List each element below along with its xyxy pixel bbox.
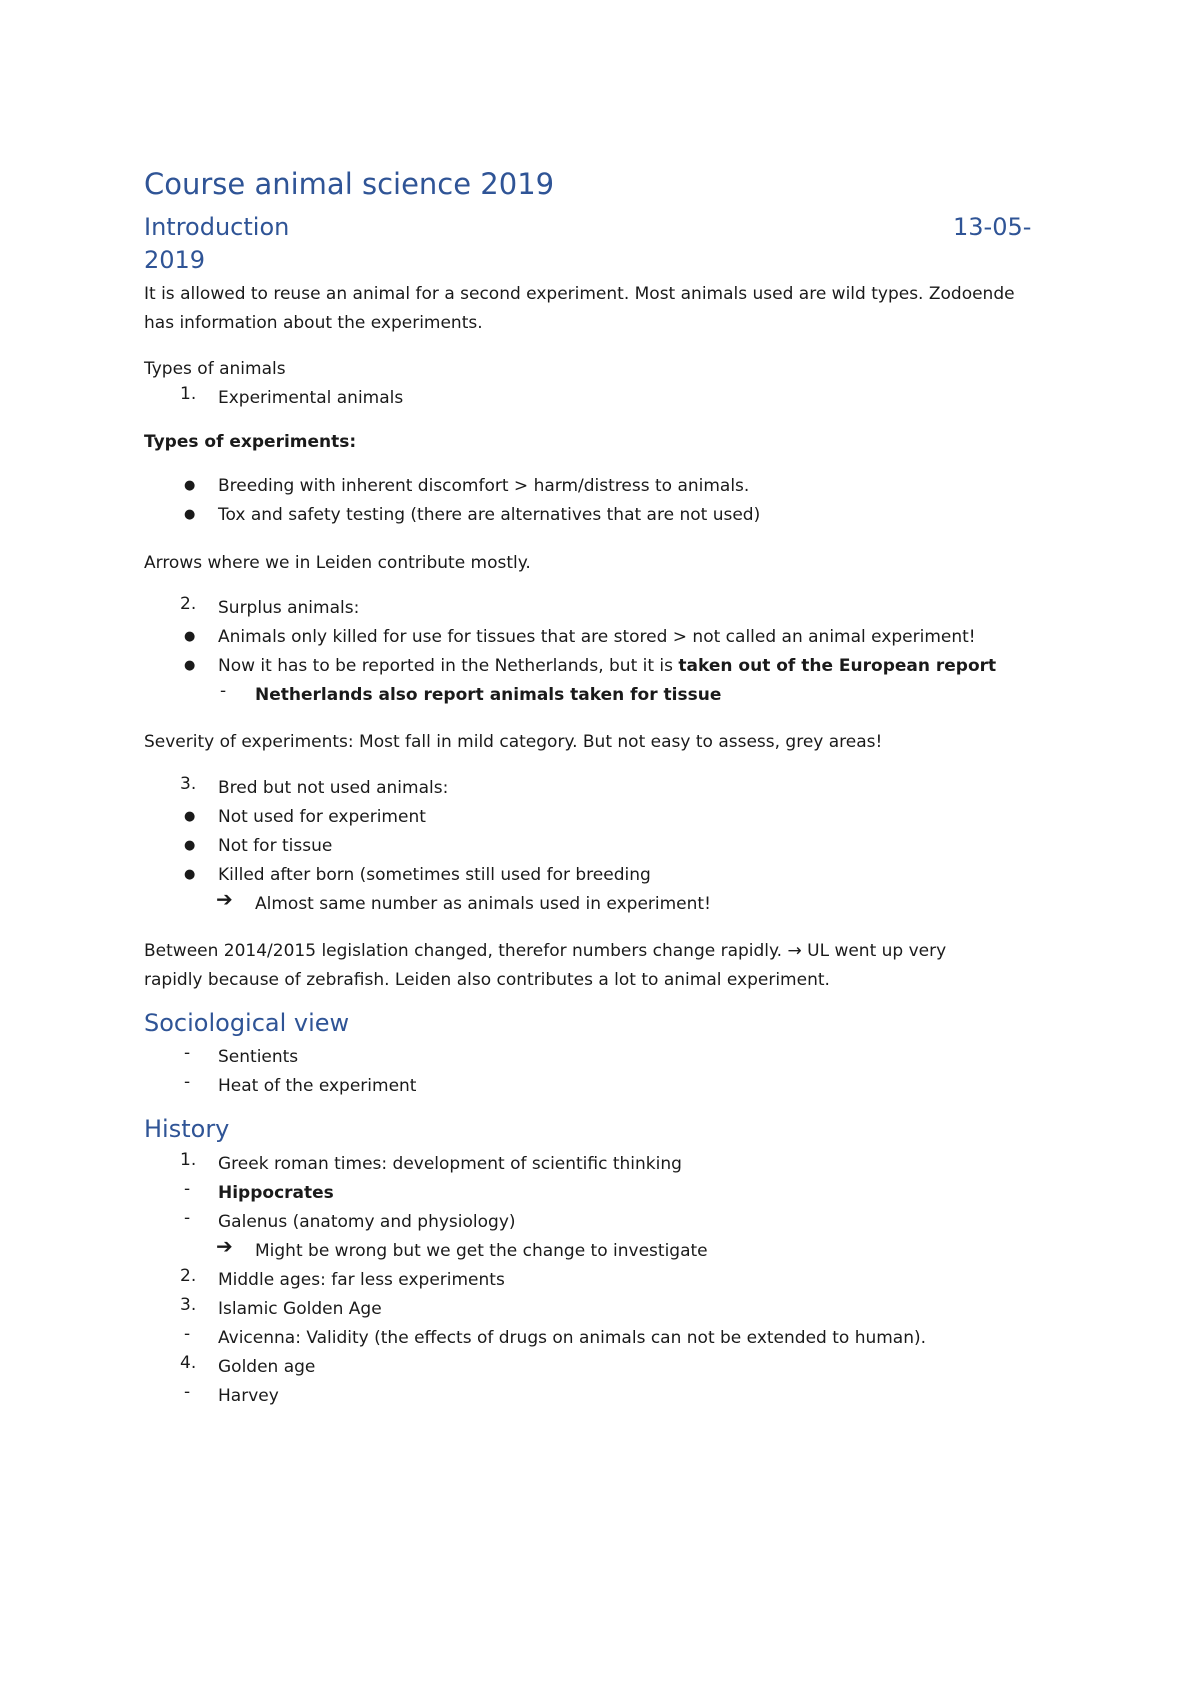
bullet-icon: ● — [184, 838, 196, 853]
history-item-1: Greek roman times: development of scientific thinking — [218, 1154, 682, 1174]
dash-marker: - — [184, 1324, 191, 1344]
list-number: 2. — [180, 594, 197, 614]
history-item-4: Golden age — [218, 1357, 316, 1377]
bullet-icon: ● — [184, 629, 196, 644]
history-item-3: Islamic Golden Age — [218, 1299, 382, 1319]
list-item-bred-not-used: Bred but not used animals: — [218, 778, 449, 798]
history-harvey: Harvey — [218, 1386, 279, 1406]
surplus-dash-netherlands: Netherlands also report animals taken for tissue — [255, 685, 722, 705]
list-item-experimental-animals: Experimental animals — [218, 388, 404, 408]
bred-bullet-3: Killed after born (sometimes still used for breeding — [218, 865, 651, 885]
between-line2: rapidly because of zebrafish. Leiden also contributes a lot to animal experiment. — [144, 970, 830, 990]
arrows-line: Arrows where we in Leiden contribute mostly. — [144, 553, 531, 573]
history-heading: History — [144, 1115, 230, 1143]
surplus-bullet-2 — [218, 652, 996, 681]
history-avicenna: Avicenna: Validity (the effects of drugs on animals can not be extended to human). — [218, 1328, 927, 1348]
dash-marker: - — [220, 681, 227, 701]
intro-paragraph-line1: It is allowed to reuse an animal for a second experiment. Most animals used are wild types. Zodoende — [144, 284, 1015, 304]
introduction-date-part2: 2019 — [144, 246, 206, 274]
bullet-icon: ● — [184, 867, 196, 882]
severity-line: Severity of experiments: Most fall in mild category. But not easy to assess, grey areas! — [144, 732, 883, 752]
surplus-bullet-2-plain: Now it has to be reported in the Netherlands, but it is — [218, 656, 679, 676]
list-number: 3. — [180, 774, 197, 794]
bullet-icon: ● — [184, 507, 196, 522]
bullet-icon: ● — [184, 809, 196, 824]
introduction-date-part1: 13-05- — [953, 213, 1032, 241]
dash-marker: - — [184, 1179, 191, 1199]
between-line1: Between 2014/2015 legislation changed, therefor numbers change rapidly. → UL went up very — [144, 941, 947, 961]
types-of-experiments-heading: Types of experiments: — [144, 432, 357, 452]
list-item-surplus-animals: Surplus animals: — [218, 598, 360, 618]
types-of-animals-label: Types of animals — [144, 359, 286, 379]
document-title: Course animal science 2019 — [144, 167, 555, 201]
surplus-bullet-2-bold: taken out of the European report — [678, 656, 997, 676]
dash-marker: - — [184, 1382, 191, 1402]
dash-marker: - — [184, 1043, 191, 1063]
intro-paragraph-line2: has information about the experiments. — [144, 313, 483, 333]
experiment-bullet-2: Tox and safety testing (there are alternatives that are not used) — [218, 505, 761, 525]
experiment-bullet-1: Breeding with inherent discomfort > harm/distress to animals. — [218, 476, 750, 496]
dash-marker: - — [184, 1208, 191, 1228]
history-arrow-text: Might be wrong but we get the change to investigate — [255, 1241, 708, 1261]
bullet-icon: ● — [184, 478, 196, 493]
surplus-bullet-1: Animals only killed for use for tissues that are stored > not called an animal experiment! — [218, 627, 976, 647]
list-number: 4. — [180, 1353, 197, 1373]
arrow-right-icon: ➔ — [216, 1234, 233, 1258]
arrow-right-icon: ➔ — [216, 887, 233, 911]
bred-bullet-1: Not used for experiment — [218, 807, 426, 827]
history-galenus: Galenus (anatomy and physiology) — [218, 1212, 516, 1232]
bullet-icon: ● — [184, 658, 196, 673]
dash-marker: - — [184, 1072, 191, 1092]
bred-arrow-text: Almost same number as animals used in experiment! — [255, 894, 711, 914]
introduction-heading: Introduction — [144, 213, 290, 241]
history-item-2: Middle ages: far less experiments — [218, 1270, 505, 1290]
history-hippocrates: Hippocrates — [218, 1183, 334, 1203]
list-number: 3. — [180, 1295, 197, 1315]
list-number: 2. — [180, 1266, 197, 1286]
list-number: 1. — [180, 1150, 197, 1170]
sociological-item-1: Sentients — [218, 1047, 299, 1067]
sociological-heading: Sociological view — [144, 1009, 350, 1037]
bred-bullet-2: Not for tissue — [218, 836, 333, 856]
sociological-item-2: Heat of the experiment — [218, 1076, 417, 1096]
list-number: 1. — [180, 384, 197, 404]
